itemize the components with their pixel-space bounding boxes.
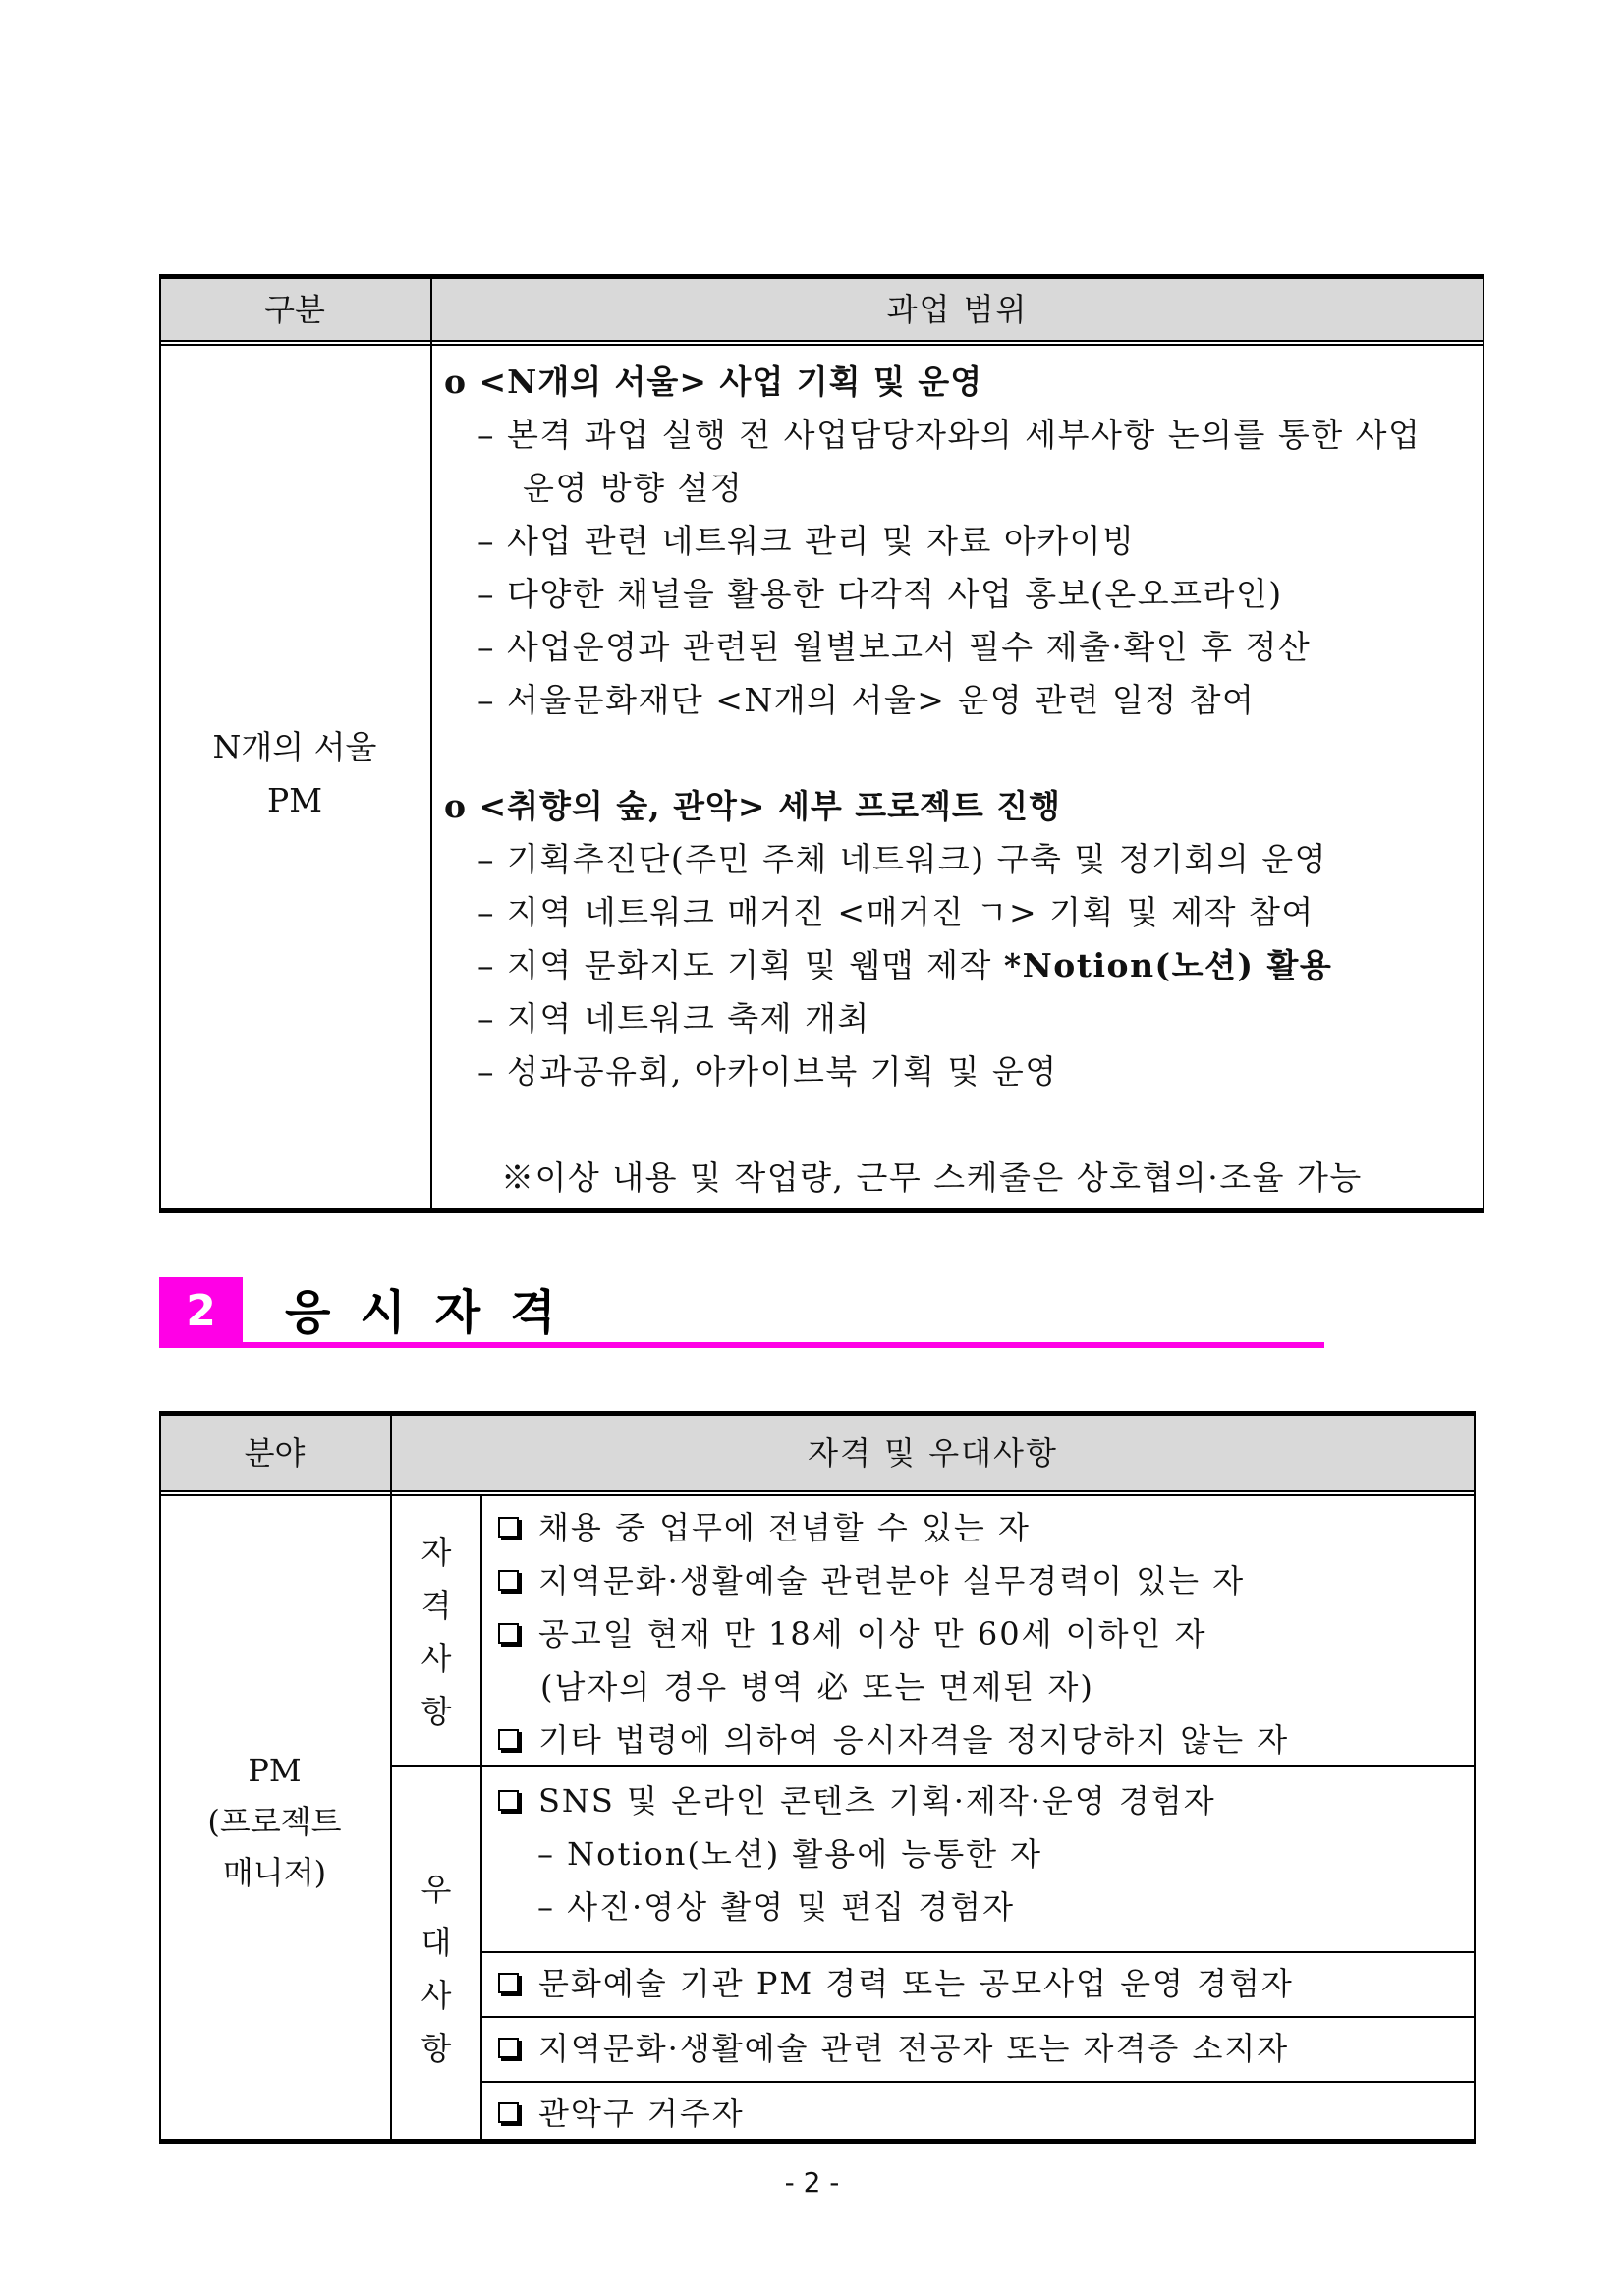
preference-row — [498, 2087, 1471, 2140]
emphasis-text: *Notion(노션) 활용 — [1003, 946, 1333, 984]
list-item: 채용 중 업무에 전념할 수 있는 자 — [498, 1501, 1471, 1554]
role-title: PM — [267, 781, 322, 819]
checkbox-bullet-icon — [498, 1623, 519, 1644]
checkbox-bullet-icon — [498, 1517, 519, 1538]
list-item: SNS 및 온라인 콘텐츠 기획·제작·운영 경험자 — [498, 1774, 1471, 1827]
section-underline — [159, 1342, 1324, 1348]
label-char: 항 — [420, 2030, 452, 2067]
header-field: 분야 — [244, 1434, 306, 1472]
checkbox-bullet-icon — [498, 1729, 519, 1750]
list-item: 지역문화·생활예술 관련 전공자 또는 자격증 소지자 — [498, 2022, 1471, 2075]
list-item: – 사업 관련 네트워크 관리 및 자료 아카이빙 — [477, 522, 1136, 560]
label-char: 우 — [420, 1871, 452, 1908]
role-cell — [159, 1745, 390, 1898]
label-char: 사 — [420, 1640, 452, 1677]
section-title: 응시자격 — [285, 1285, 586, 1340]
row-divider — [480, 2016, 1476, 2018]
list-item: – 지역 네트워크 축제 개최 — [477, 999, 870, 1037]
checkbox-bullet-icon — [498, 1790, 519, 1811]
header-category: 구분 — [264, 291, 325, 328]
label-char: 항 — [420, 1693, 452, 1730]
checkbox-bullet-icon — [498, 2102, 519, 2123]
header-divider — [159, 1490, 1476, 1492]
header-qualifications: 자격 및 우대사항 — [808, 1434, 1058, 1472]
list-item: 공고일 현재 만 18세 이상 만 60세 이하인 자 — [498, 1607, 1471, 1660]
sub-item: – Notion(노션) 활용에 능통한 자 — [537, 1835, 1043, 1873]
list-item-continuation: (남자의 경우 병역 必 또는 면제된 자) — [540, 1668, 1094, 1706]
section-number-badge: 2 — [159, 1277, 243, 1344]
list-item: 관악구 거주자 — [498, 2087, 1471, 2140]
header-divider — [159, 1494, 1476, 1496]
note-text: ※이상 내용 및 작업량, 근무 스케줄은 상호협의·조율 가능 — [501, 1158, 1363, 1197]
preferences-label — [392, 1863, 480, 2075]
list-item: – 지역 네트워크 매거진 <매거진 ㄱ> 기획 및 제작 참여 — [477, 893, 1315, 931]
preference-row — [498, 1957, 1471, 2010]
role-name: PM — [248, 1752, 302, 1789]
role-desc: (프로젝트 — [207, 1803, 342, 1840]
label-char: 격 — [420, 1587, 452, 1624]
row-divider — [480, 2081, 1476, 2083]
header-scope: 과업 범위 — [886, 291, 1029, 328]
qualifications-table — [159, 1411, 1476, 2144]
label-char: 대 — [420, 1924, 452, 1961]
checkbox-bullet-icon — [498, 1973, 519, 1993]
list-item: 문화예술 기관 PM 경력 또는 공모사업 운영 경험자 — [498, 1957, 1471, 2010]
list-item: – 기획추진단(주민 주체 네트워크) 구축 및 정기회의 운영 — [477, 840, 1327, 878]
preference-row — [498, 2022, 1471, 2075]
row-divider — [480, 1951, 1476, 1953]
table-right-border — [1483, 274, 1484, 1213]
list-item-text: – 지역 문화지도 기획 및 웹맵 제작 — [477, 946, 1004, 984]
label-char: 사 — [420, 1977, 452, 2014]
list-item: – 본격 과업 실행 전 사업담당자와의 세부사항 논의를 통한 사업 — [477, 416, 1422, 454]
role-cell — [159, 721, 430, 827]
column-divider — [480, 1494, 482, 2144]
table-right-border — [1474, 1411, 1476, 2144]
section-heading: o <취향의 숲, 관악> 세부 프로젝트 진행 — [444, 787, 1062, 825]
page-number: - 2 - — [784, 2166, 840, 2199]
qualifications-label — [392, 1526, 480, 1738]
section-heading-qualifications — [159, 1277, 1324, 1350]
checkbox-bullet-icon — [498, 2038, 519, 2058]
scope-cell — [444, 356, 1476, 1204]
section-heading: o <N개의 서울> 사업 기획 및 운영 — [444, 363, 983, 401]
list-item: 지역문화·생활예술 관련분야 실무경력이 있는 자 — [498, 1554, 1471, 1607]
qualifications-cell — [498, 1501, 1471, 1766]
role-desc: 매니저) — [222, 1854, 327, 1891]
list-item — [444, 939, 1476, 992]
list-item: – 사업운영과 관련된 월별보고서 필수 제출·확인 후 정산 — [477, 628, 1312, 666]
list-item: – 다양한 채널을 활용한 다각적 사업 홍보(온오프라인) — [477, 575, 1283, 613]
list-item: – 서울문화재단 <N개의 서울> 운영 관련 일정 참여 — [477, 681, 1256, 719]
checkbox-bullet-icon — [498, 1570, 519, 1591]
header-divider — [159, 340, 1484, 342]
header-divider — [159, 344, 1484, 346]
list-item-continuation: 운영 방향 설정 — [523, 469, 744, 507]
list-item: – 성과공유회, 아카이브북 기획 및 운영 — [477, 1052, 1058, 1091]
list-item: 기타 법령에 의하여 응시자격을 정지당하지 않는 자 — [498, 1713, 1471, 1766]
preferences-cell — [498, 1774, 1471, 1933]
column-divider — [430, 274, 432, 1213]
task-scope-table — [159, 274, 1484, 1213]
role-name: N개의 서울 — [212, 728, 377, 766]
table-bottom-border — [159, 1208, 1484, 1213]
label-char: 자 — [420, 1534, 452, 1571]
sub-item: – 사진·영상 촬영 및 편집 경험자 — [537, 1888, 1015, 1926]
